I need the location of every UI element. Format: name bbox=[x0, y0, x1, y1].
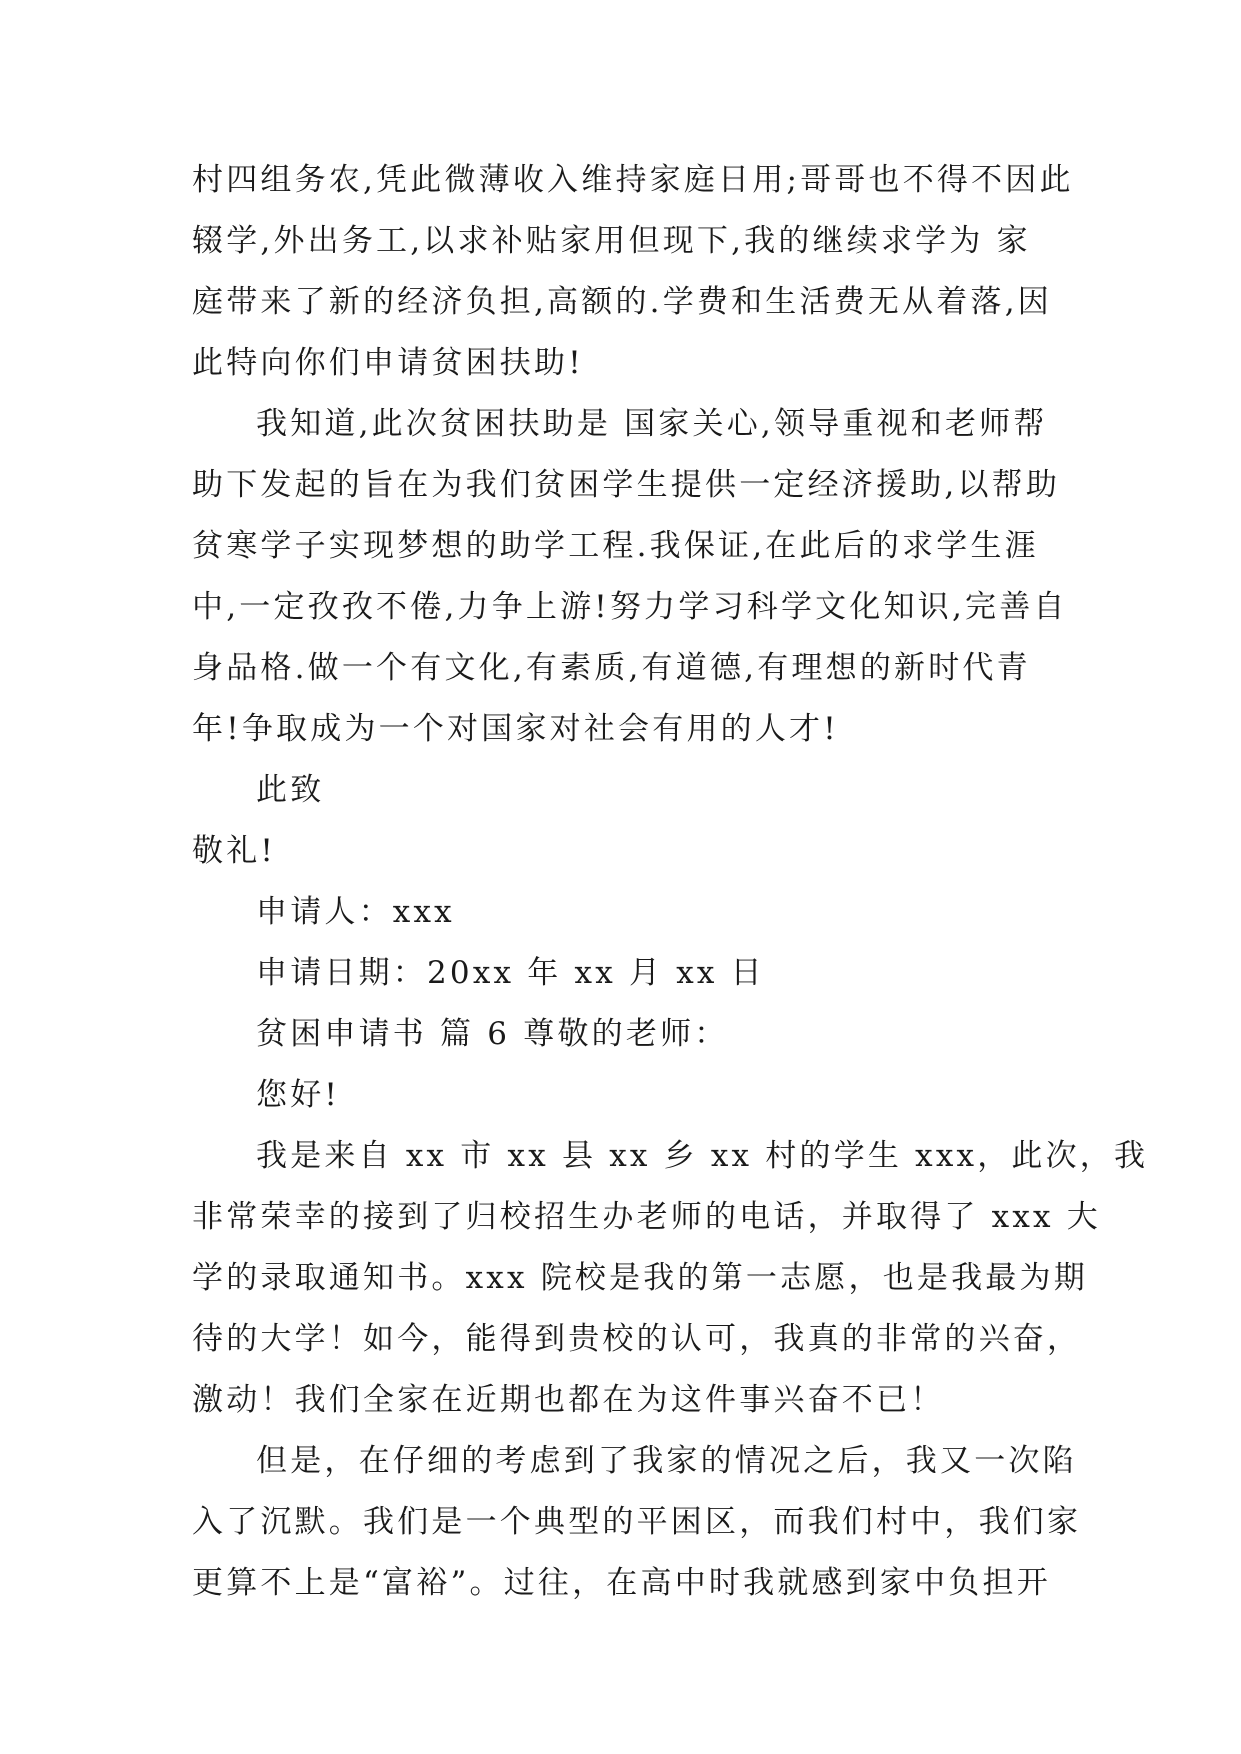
document-body bbox=[192, 150, 1149, 1614]
section-heading: 贫困申请书 篇 6 尊敬的老师： bbox=[256, 1016, 729, 1052]
closing-regards: 敬礼! bbox=[192, 833, 277, 869]
text-line: 但是，在仔细的考虑到了我家的情况之后，我又一次陷 bbox=[256, 1443, 1077, 1479]
text-line: 年!争取成为一个对国家对社会有用的人才! bbox=[192, 711, 839, 747]
text-line: 激动！我们全家在近期也都在为这件事兴奋不已！ bbox=[192, 1382, 945, 1418]
text-line: 我知道,此次贫困扶助是 国家关心,领导重视和老师帮 bbox=[256, 406, 1048, 442]
text-line: 辍学,外出务工,以求补贴家用但现下,我的继续求学为 家 bbox=[192, 223, 1031, 259]
greeting: 您好! bbox=[256, 1077, 341, 1113]
text-line: 庭带来了新的经济负担,高额的.学费和生活费无从着落,因 bbox=[192, 284, 1052, 320]
text-line: 学的录取通知书。xxx 院校是我的第一志愿，也是我最为期 bbox=[192, 1260, 1088, 1296]
text-line: 此特向你们申请贫困扶助! bbox=[192, 345, 584, 381]
text-line: 非常荣幸的接到了归校招生办老师的电话，并取得了 xxx 大 bbox=[192, 1199, 1101, 1235]
text-line: 入了沉默。我们是一个典型的平困区，而我们村中，我们家 bbox=[192, 1504, 1082, 1540]
text-line: 身品格.做一个有文化,有素质,有道德,有理想的新时代青 bbox=[192, 650, 1031, 686]
text-line: 中,一定孜孜不倦,力争上游!努力学习科学文化知识,完善自 bbox=[192, 589, 1068, 625]
application-date: 申请日期：20xx 年 xx 月 xx 日 bbox=[256, 955, 765, 991]
text-line: 贫寒学子实现梦想的助学工程.我保证,在此后的求学生涯 bbox=[192, 528, 1039, 564]
text-line: 我是来自 xx 市 xx 县 xx 乡 xx 村的学生 xxx，此次，我 bbox=[256, 1138, 1149, 1174]
closing-salutation: 此致 bbox=[256, 772, 325, 808]
text-line: 更算不上是“富裕”。过往，在高中时我就感到家中负担开 bbox=[192, 1565, 1051, 1601]
applicant-name: 申请人：xxx bbox=[256, 894, 455, 930]
text-line: 待的大学！如今，能得到贵校的认可，我真的非常的兴奋， bbox=[192, 1321, 1082, 1357]
text-line: 助下发起的旨在为我们贫困学生提供一定经济援助,以帮助 bbox=[192, 467, 1061, 503]
text-line: 村四组务农,凭此微薄收入维持家庭日用;哥哥也不得不因此 bbox=[192, 162, 1074, 198]
